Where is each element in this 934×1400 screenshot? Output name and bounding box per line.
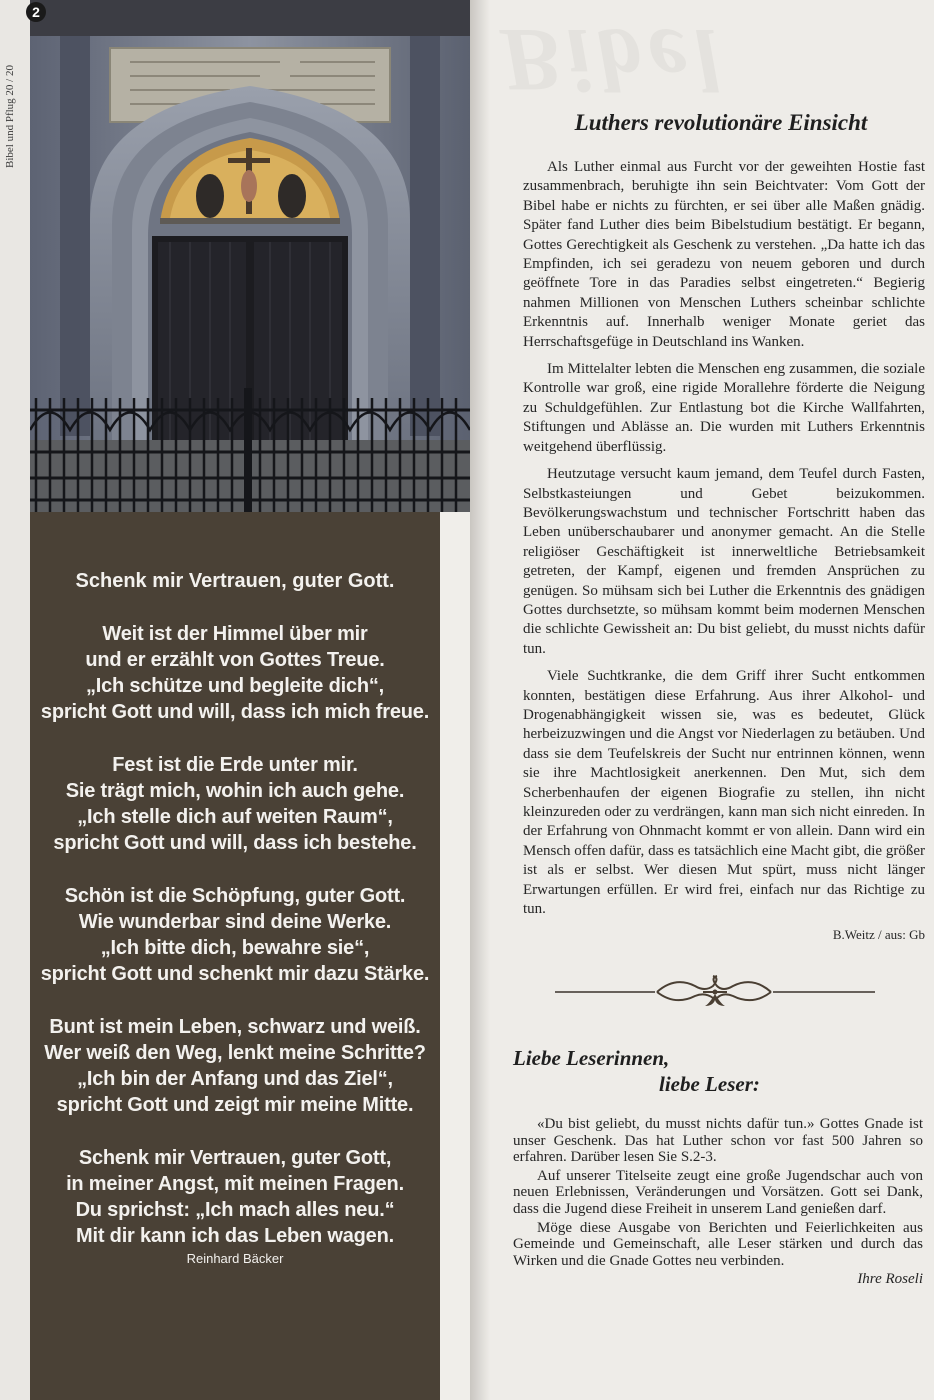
poem-author: Reinhard Bäcker	[186, 1251, 284, 1266]
poem-line: spricht Gott und zeigt mir meine Mitte.	[56, 1094, 414, 1116]
article-paragraph: Viele Suchtkranke, die dem Griff ihrer Sucht entkommen konnten, bestätigen diese Erfahrung. Aus ihrer Alkohol- und Drogenabhängigkeit wissen sie, was es bedeutet, Glück herbeizuzwingen und die Angst vor Niederlagen zu betäuben. Und dass sie dem Teufelskreis der Sucht nur entrinnen können, wenn sie ihre Machtlosigkeit anerkennen. Den Mut, sich dem Scherbenhaufen der eigenen Biografie zu stellen, ihn nicht kleinzureden oder zu verdrängen, kann man sich nicht einreden. In der Erfahrung von Ohnmacht kommt er von allein. Dann wird ein Mensch offen dafür, dass es tatsächlich eine Macht gibt, die größer ist als er selbst. Wer diesen Mut spürt, muss nicht länger Erwartungen erfüllen. Er wird frei, einfach nur das Richtige zu tun.	[523, 668, 925, 918]
poem-stanza	[30, 621, 440, 725]
letter-heading-line: liebe Leser:	[659, 1072, 760, 1096]
poem-stanza	[30, 1014, 440, 1118]
letter-signature: Ihre Roseli	[857, 1271, 923, 1288]
poem-line: „Ich bitte dich, bewahre sie“,	[100, 937, 370, 959]
poem-line: Bunt ist mein Leben, schwarz und weiß.	[49, 1016, 421, 1038]
poem-line: Schenk mir Vertrauen, guter Gott,	[78, 1147, 392, 1169]
article-body	[523, 158, 925, 945]
spine-strip	[0, 0, 30, 1400]
letter-paragraph: Auf unserer Titelseite zeugt eine große Jugendschar auch von neuen Erlebnissen, Veränderungen und Vorsätzen. Gott sei Dank, dass die Jugend diese Freiheit in unserem Land genießen darf.	[513, 1167, 923, 1217]
poem-line: spricht Gott und will, dass ich bestehe.	[53, 832, 417, 854]
poem-stanza	[30, 752, 440, 856]
gutter-shadow	[470, 0, 490, 1400]
article-paragraph: Im Mittelalter lebten die Menschen eng zusammen, die soziale Kontrolle war groß, eine rigide Morallehre förderte die Neigung zu Schuldgefühlen. Zur Entlastung bot die Kirche Wallfahrten, Stiftungen und Ablässe an. Die wurden mit Luthers Erkenntnis weitgehend überflüssig.	[523, 361, 925, 455]
poem-line: „Ich bin der Anfang und das Ziel“,	[77, 1068, 393, 1090]
spine-running-title: Bibel und Pflug 20 / 20	[4, 65, 16, 168]
poem-line: Fest ist die Erde unter mir.	[112, 754, 358, 776]
watermark-decoration: Bibel	[500, 10, 725, 109]
letter-heading-line: Liebe Leserinnen,	[513, 1046, 670, 1070]
article-paragraph: Als Luther einmal aus Furcht vor der geweihten Hostie fast zusammenbrach, beruhigte ihn sein Beichtvater: Vom Gott der Bibel habe er nichts zu fürchten, er sei über alle Maßen gnädig. Später fand Luther dies beim Bibelstudium bestätigt. Er begann, Gottes Gerechtigkeit als Geschenk zu verstehen. „Da hatte ich das Empfinden, ich sei geradezu von neuem geboren und durch geöffnete Tore in das Paradies selbst eingetreten.“ Begierig nahmen Millionen von Menschen Luthers scheinbar schlichte Erkenntnis auf. Innerhalb weniger Monate geriet das Herrschaftsgefüge in Deutschland ins Wanken.	[523, 159, 925, 350]
poem-line: in meiner Angst, mit meinen Fragen.	[66, 1173, 404, 1195]
letter-paragraph: Möge diese Ausgabe von Berichten und Feierlichkeiten aus Gemeinde und Gemeinschaft, alle Leser stärken und durch das Wirken und die Gnade Gottes neu verbinden.	[513, 1219, 923, 1269]
poem-line: „Ich stelle dich auf weiten Raum“,	[77, 806, 393, 828]
poem-stanza	[30, 1145, 440, 1249]
poem-line: spricht Gott und schenkt mir dazu Stärke.	[40, 963, 430, 985]
ornament-divider-icon	[555, 972, 875, 1012]
article-paragraph: Heutzutage versucht kaum jemand, dem Teufel durch Fasten, Selbstkasteiungen und Gebet beizukommen. Bevölkerungswachstum und technischer Fortschritt haben das Leben unüberschaubarer und anonymer gemacht. An die Stelle religiöser Geschäftigkeit ist innerweltliche Betriebsamkeit getreten, der Kampf, eigenen und fremden Ansprüchen zu genügen. So mühsam sich bei Luther die Erkenntnis des gnädigen Gottes durchsetzte, so mühsam kommt beim modernen Menschen die schlichte Gewissheit an: Du bist geliebt, du musst nichts dafür tun.	[523, 466, 925, 657]
letter-paragraph: «Du bist geliebt, du musst nichts dafür tun.» Gottes Gnade ist unser Geschenk. Das hat Luther schon vor fast 500 Jahren so erfahren. Darüber lesen Sie S.2-3.	[513, 1116, 923, 1166]
poem-line: und er erzählt von Gottes Treue.	[85, 649, 385, 671]
article-source: B.Weitz / aus: Gb	[832, 927, 925, 943]
letter-heading	[513, 1045, 813, 1097]
poem-line: Mit dir kann ich das Leben wagen.	[76, 1225, 394, 1247]
poem-line: Schön ist die Schöpfung, guter Gott.	[64, 885, 406, 907]
letter-body	[513, 1116, 923, 1288]
poem-line: Wie wunderbar sind deine Werke.	[78, 911, 392, 933]
poem-line: Wer weiß den Weg, lenkt meine Schritte?	[44, 1042, 426, 1064]
poem-panel	[30, 512, 440, 1400]
church-door-photo	[30, 0, 470, 512]
page-edge	[440, 512, 470, 1400]
poem-line: Du sprichst: „Ich mach alles neu.“	[75, 1199, 395, 1221]
poem-line: Weit ist der Himmel über mir	[102, 623, 368, 645]
poem-title: Schenk mir Vertrauen, guter Gott.	[75, 570, 395, 592]
poem-line: „Ich schütze und begleite dich“,	[85, 675, 385, 697]
poem-line: spricht Gott und will, dass ich mich freue.	[40, 701, 430, 723]
page-number-badge: 2	[26, 2, 46, 22]
poem-line: Sie trägt mich, wohin ich auch gehe.	[65, 780, 405, 802]
poem-stanza	[30, 883, 440, 987]
article-title: Luthers revolutionäre Einsicht	[574, 110, 868, 135]
